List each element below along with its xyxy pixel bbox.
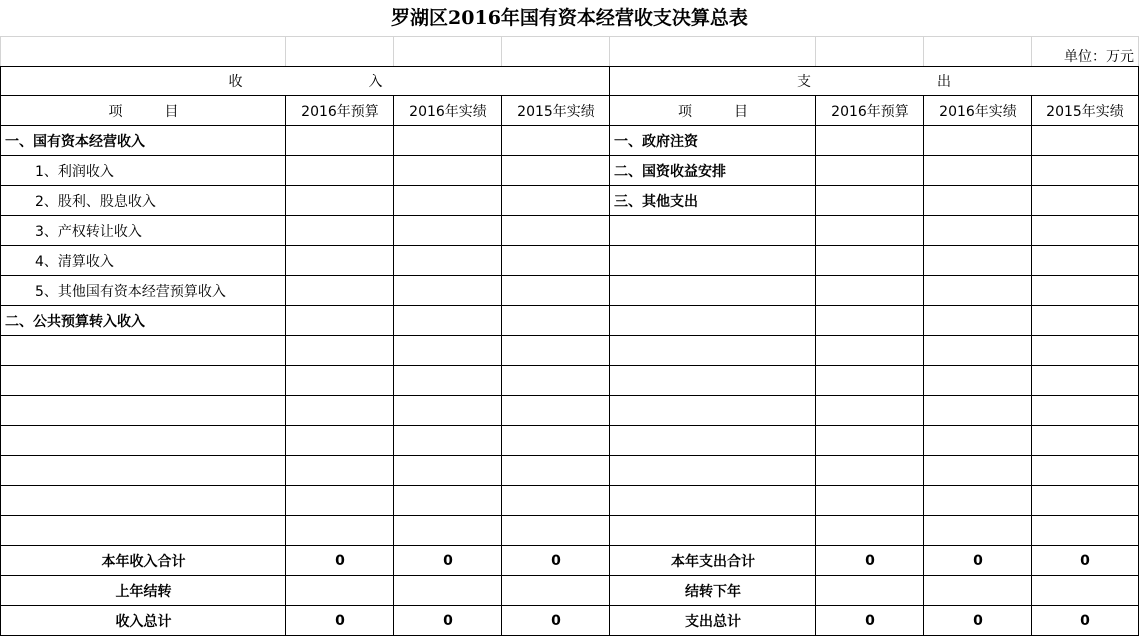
expense-total-value[interactable]: 0	[815, 546, 924, 576]
income-item-label[interactable]	[0, 486, 286, 516]
expense-item-label[interactable]: 三、其他支出	[609, 186, 816, 216]
expense-item-header[interactable]: 项 目	[609, 96, 816, 126]
expense-value-cell[interactable]	[1031, 216, 1139, 246]
income-value-cell[interactable]	[285, 276, 394, 306]
section-header-row	[0, 66, 1139, 96]
income-item-label[interactable]: 5、其他国有资本经营预算收入	[0, 276, 286, 306]
income-total-value[interactable]	[393, 576, 502, 606]
table-row	[0, 366, 1139, 396]
income-item-label[interactable]: 1、利润收入	[0, 156, 286, 186]
blank-cell[interactable]	[609, 36, 816, 66]
income-total-label[interactable]: 上年结转	[0, 576, 286, 606]
income-value-cell[interactable]	[393, 456, 502, 486]
expense-value-cell[interactable]	[923, 336, 1032, 366]
expense-item-label[interactable]	[609, 486, 816, 516]
expense-item-label[interactable]	[609, 216, 816, 246]
expense-value-cell[interactable]	[1031, 516, 1139, 546]
income-total-label[interactable]: 本年收入合计	[0, 546, 286, 576]
expense-total-value[interactable]	[923, 576, 1032, 606]
income-total-value[interactable]: 0	[501, 606, 610, 636]
income-value-cell[interactable]	[501, 516, 610, 546]
income-value-cell[interactable]	[285, 246, 394, 276]
income-total-value[interactable]: 0	[285, 606, 394, 636]
total-row	[0, 606, 1139, 636]
unit-label[interactable]: 单位：万元	[1031, 36, 1139, 66]
income-item-label[interactable]: 4、清算收入	[0, 246, 286, 276]
income-value-cell[interactable]	[501, 156, 610, 186]
expense-value-cell[interactable]	[815, 306, 924, 336]
expense-value-cell[interactable]	[923, 276, 1032, 306]
income-value-cell[interactable]	[285, 336, 394, 366]
income-item-label[interactable]: 二、公共预算转入收入	[0, 306, 286, 336]
income-item-label[interactable]: 一、国有资本经营收入	[0, 126, 286, 156]
expense-total-value[interactable]: 0	[815, 606, 924, 636]
income-value-cell[interactable]	[501, 336, 610, 366]
income-value-cell[interactable]	[501, 396, 610, 426]
income-value-cell[interactable]	[285, 126, 394, 156]
expense-item-label[interactable]	[609, 336, 816, 366]
income-value-cell[interactable]	[501, 426, 610, 456]
expense-value-cell[interactable]	[1031, 456, 1139, 486]
expense-value-cell[interactable]	[1031, 186, 1139, 216]
expense-value-cell[interactable]	[923, 516, 1032, 546]
sheet-title: 罗湖区2016年国有资本经营收支决算总表	[391, 7, 748, 29]
table-row	[0, 126, 1139, 156]
income-item-label[interactable]	[0, 366, 286, 396]
expense-value-cell[interactable]	[1031, 396, 1139, 426]
income-value-cell[interactable]	[501, 216, 610, 246]
expense-item-label[interactable]	[609, 396, 816, 426]
income-value-cell[interactable]	[393, 216, 502, 246]
income-total-label[interactable]: 收入总计	[0, 606, 286, 636]
income-value-cell[interactable]	[501, 456, 610, 486]
total-row	[0, 546, 1139, 576]
income-total-value[interactable]: 0	[393, 546, 502, 576]
income-value-cell[interactable]	[393, 426, 502, 456]
expense-total-value[interactable]	[1031, 576, 1139, 606]
unit-row	[0, 36, 1139, 66]
income-col-header[interactable]: 2016年实绩	[393, 96, 502, 126]
blank-cell[interactable]	[815, 36, 924, 66]
income-value-cell[interactable]	[285, 456, 394, 486]
expense-item-label[interactable]	[609, 366, 816, 396]
income-value-cell[interactable]	[501, 276, 610, 306]
expense-value-cell[interactable]	[1031, 486, 1139, 516]
expense-total-label[interactable]: 本年支出合计	[609, 546, 816, 576]
blank-cell[interactable]	[285, 36, 394, 66]
income-item-label[interactable]: 2、股利、股息收入	[0, 186, 286, 216]
section-income[interactable]: 收 入	[0, 66, 610, 96]
expense-value-cell[interactable]	[923, 396, 1032, 426]
income-value-cell[interactable]	[285, 366, 394, 396]
expense-value-cell[interactable]	[1031, 426, 1139, 456]
income-value-cell[interactable]	[285, 426, 394, 456]
income-item-label[interactable]	[0, 396, 286, 426]
expense-value-cell[interactable]	[1031, 156, 1139, 186]
blank-cell[interactable]	[0, 36, 286, 66]
income-value-cell[interactable]	[393, 396, 502, 426]
expense-item-label[interactable]	[609, 456, 816, 486]
expense-value-cell[interactable]	[923, 456, 1032, 486]
income-value-cell[interactable]	[285, 516, 394, 546]
income-value-cell[interactable]	[285, 156, 394, 186]
income-total-value[interactable]: 0	[285, 546, 394, 576]
income-item-label[interactable]	[0, 516, 286, 546]
income-value-cell[interactable]	[393, 246, 502, 276]
expense-value-cell[interactable]	[923, 246, 1032, 276]
expense-item-label[interactable]	[609, 246, 816, 276]
table-row	[0, 186, 1139, 216]
expense-value-cell[interactable]	[815, 156, 924, 186]
expense-value-cell[interactable]	[815, 246, 924, 276]
income-value-cell[interactable]	[393, 516, 502, 546]
table-row	[0, 456, 1139, 486]
expense-value-cell[interactable]	[1031, 336, 1139, 366]
table-row	[0, 426, 1139, 456]
expense-value-cell[interactable]	[1031, 366, 1139, 396]
income-col-header[interactable]: 2016年预算	[285, 96, 394, 126]
table-row	[0, 336, 1139, 366]
expense-value-cell[interactable]	[815, 126, 924, 156]
expense-col-header[interactable]: 2015年实绩	[1031, 96, 1139, 126]
income-value-cell[interactable]	[393, 486, 502, 516]
expense-total-value[interactable]	[815, 576, 924, 606]
expense-value-cell[interactable]	[1031, 276, 1139, 306]
income-value-cell[interactable]	[393, 276, 502, 306]
expense-item-label[interactable]	[609, 426, 816, 456]
expense-value-cell[interactable]	[815, 486, 924, 516]
income-value-cell[interactable]	[285, 186, 394, 216]
expense-item-label[interactable]	[609, 276, 816, 306]
expense-total-label[interactable]: 结转下年	[609, 576, 816, 606]
expense-value-cell[interactable]	[1031, 306, 1139, 336]
table-row	[0, 276, 1139, 306]
income-item-label[interactable]: 3、产权转让收入	[0, 216, 286, 246]
expense-value-cell[interactable]	[815, 396, 924, 426]
expense-value-cell[interactable]	[1031, 246, 1139, 276]
expense-item-label[interactable]: 二、国资收益安排	[609, 156, 816, 186]
expense-item-label[interactable]	[609, 516, 816, 546]
total-row	[0, 576, 1139, 606]
table-row	[0, 246, 1139, 276]
income-col-header[interactable]: 2015年实绩	[501, 96, 610, 126]
income-total-value[interactable]	[501, 576, 610, 606]
expense-col-header[interactable]: 2016年实绩	[923, 96, 1032, 126]
expense-total-value[interactable]: 0	[1031, 546, 1139, 576]
table-row	[0, 396, 1139, 426]
income-value-cell[interactable]	[393, 306, 502, 336]
expense-value-cell[interactable]	[815, 216, 924, 246]
income-item-label[interactable]	[0, 456, 286, 486]
expense-total-value[interactable]: 0	[1031, 606, 1139, 636]
income-item-label[interactable]	[0, 426, 286, 456]
income-item-label[interactable]	[0, 336, 286, 366]
income-value-cell[interactable]	[501, 486, 610, 516]
expense-value-cell[interactable]	[923, 186, 1032, 216]
blank-cell[interactable]	[393, 36, 502, 66]
blank-cell[interactable]	[923, 36, 1032, 66]
income-value-cell[interactable]	[393, 156, 502, 186]
income-value-cell[interactable]	[501, 366, 610, 396]
income-value-cell[interactable]	[501, 246, 610, 276]
table-row	[0, 306, 1139, 336]
expense-value-cell[interactable]	[923, 306, 1032, 336]
expense-value-cell[interactable]	[923, 216, 1032, 246]
expense-value-cell[interactable]	[923, 426, 1032, 456]
table-row	[0, 516, 1139, 546]
expense-value-cell[interactable]	[815, 276, 924, 306]
income-value-cell[interactable]	[393, 366, 502, 396]
expense-value-cell[interactable]	[923, 366, 1032, 396]
income-value-cell[interactable]	[393, 336, 502, 366]
table-row	[0, 216, 1139, 246]
expense-item-label[interactable]: 一、政府注资	[609, 126, 816, 156]
expense-total-value[interactable]: 0	[923, 546, 1032, 576]
section-expense[interactable]: 支 出	[609, 66, 1139, 96]
income-total-value[interactable]: 0	[501, 546, 610, 576]
expense-value-cell[interactable]	[815, 336, 924, 366]
income-value-cell[interactable]	[393, 126, 502, 156]
blank-cell[interactable]	[501, 36, 610, 66]
expense-value-cell[interactable]	[815, 456, 924, 486]
expense-value-cell[interactable]	[923, 126, 1032, 156]
income-value-cell[interactable]	[393, 186, 502, 216]
income-value-cell[interactable]	[285, 486, 394, 516]
expense-value-cell[interactable]	[815, 186, 924, 216]
income-value-cell[interactable]	[501, 186, 610, 216]
income-value-cell[interactable]	[285, 306, 394, 336]
table-row	[0, 486, 1139, 516]
expense-value-cell[interactable]	[815, 516, 924, 546]
expense-value-cell[interactable]	[923, 156, 1032, 186]
income-item-header[interactable]: 项 目	[0, 96, 286, 126]
expense-item-label[interactable]	[609, 306, 816, 336]
expense-value-cell[interactable]	[815, 426, 924, 456]
income-value-cell[interactable]	[501, 306, 610, 336]
expense-value-cell[interactable]	[923, 486, 1032, 516]
expense-col-header[interactable]: 2016年预算	[815, 96, 924, 126]
income-total-value[interactable]	[285, 576, 394, 606]
expense-total-value[interactable]: 0	[923, 606, 1032, 636]
income-total-value[interactable]: 0	[393, 606, 502, 636]
column-header-row	[0, 96, 1139, 126]
expense-total-label[interactable]: 支出总计	[609, 606, 816, 636]
income-value-cell[interactable]	[285, 216, 394, 246]
expense-value-cell[interactable]	[815, 366, 924, 396]
expense-value-cell[interactable]	[1031, 126, 1139, 156]
table-row	[0, 156, 1139, 186]
income-value-cell[interactable]	[285, 396, 394, 426]
income-value-cell[interactable]	[501, 126, 610, 156]
